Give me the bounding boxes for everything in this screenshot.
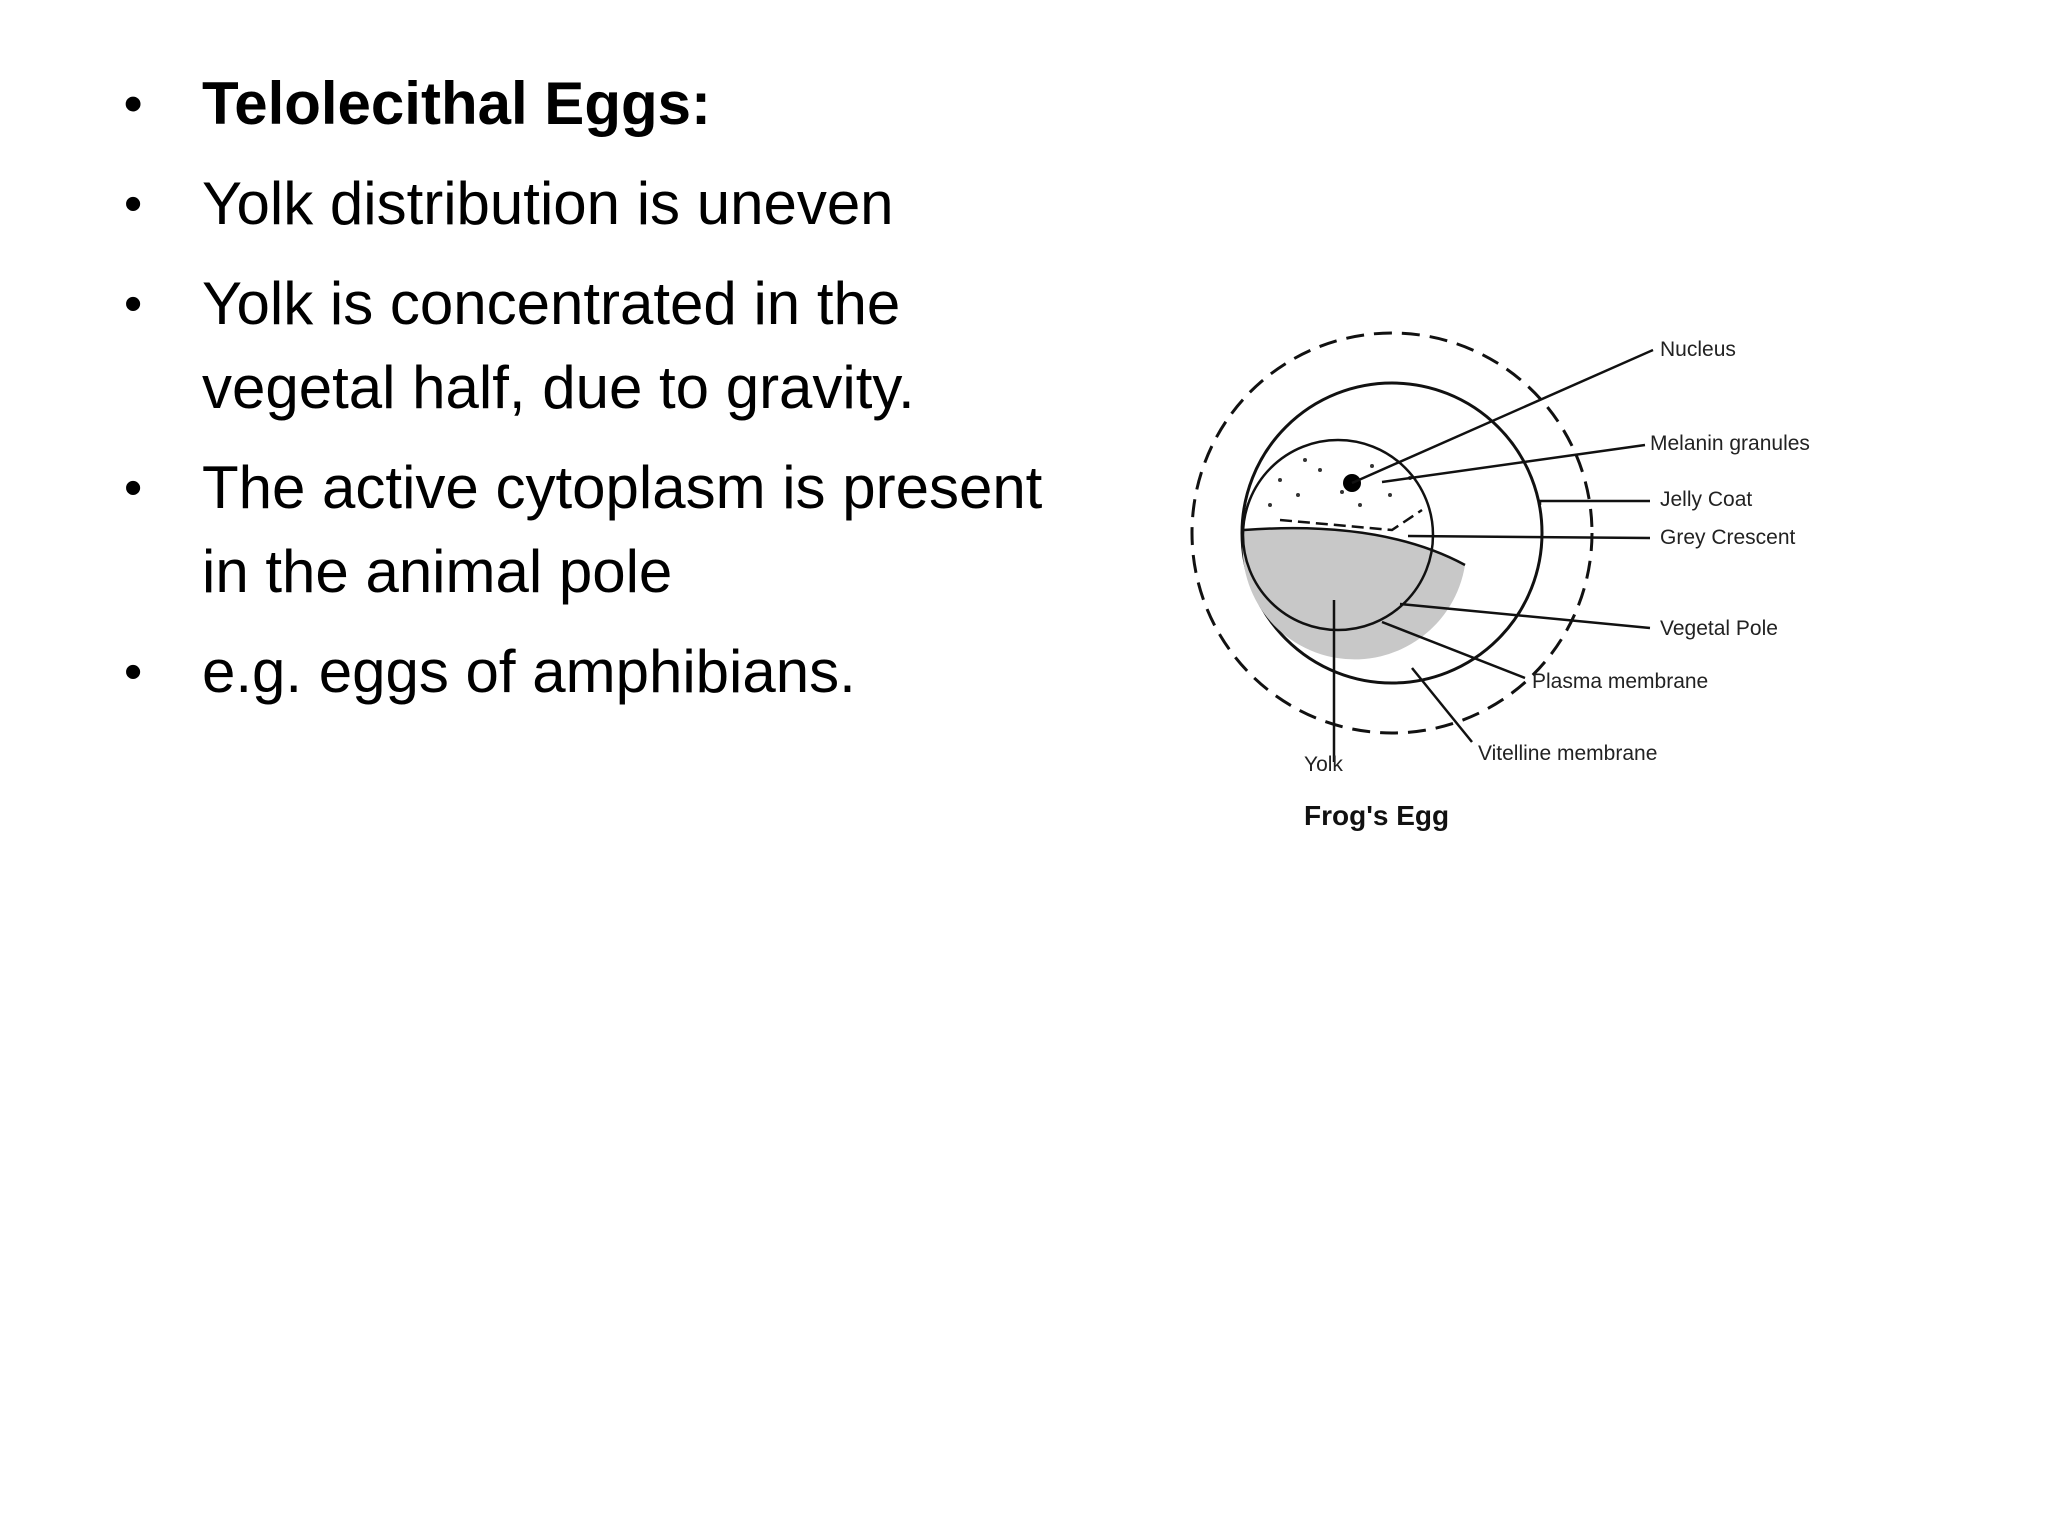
bullet-text: Yolk is concentrated in the vegetal half, due to gravity. — [202, 270, 915, 421]
bullet-list — [118, 62, 1078, 730]
bullet-text: e.g. eggs of amphibians. — [202, 638, 856, 705]
label-vegetal-pole: Vegetal Pole — [1660, 617, 1778, 640]
bullet-text: Yolk distribution is uneven — [202, 170, 894, 237]
frog-egg-diagram — [1120, 320, 1860, 860]
bullet-text: Telolecithal Eggs: — [202, 70, 711, 137]
bullet-item — [118, 446, 1078, 614]
bullet-item — [118, 162, 1078, 246]
label-plasma-membrane: Plasma membrane — [1532, 670, 1709, 693]
bullet-item — [118, 630, 1078, 714]
bullet-marker: • — [124, 175, 143, 233]
frog-egg-svg — [1120, 320, 1860, 860]
bullet-marker: • — [124, 643, 143, 701]
diagram-caption: Frog's Egg — [1304, 800, 1450, 831]
label-vitelline-membrane: Vitelline membrane — [1478, 742, 1658, 765]
bullet-marker: • — [124, 275, 143, 333]
label-melanin-granules: Melanin granules — [1650, 432, 1810, 455]
label-nucleus: Nucleus — [1660, 338, 1736, 361]
bullet-text: The active cytoplasm is present in the animal pole — [202, 454, 1043, 605]
bullet-item-title — [118, 62, 1078, 146]
bullet-marker: • — [124, 75, 143, 133]
label-jelly-coat: Jelly Coat — [1660, 488, 1753, 511]
label-grey-crescent: Grey Crescent — [1660, 526, 1796, 549]
bullet-marker: • — [124, 459, 143, 517]
bullet-item — [118, 262, 1078, 430]
grey-crescent-dashes — [1280, 510, 1422, 530]
label-yolk: Yolk — [1304, 753, 1343, 776]
